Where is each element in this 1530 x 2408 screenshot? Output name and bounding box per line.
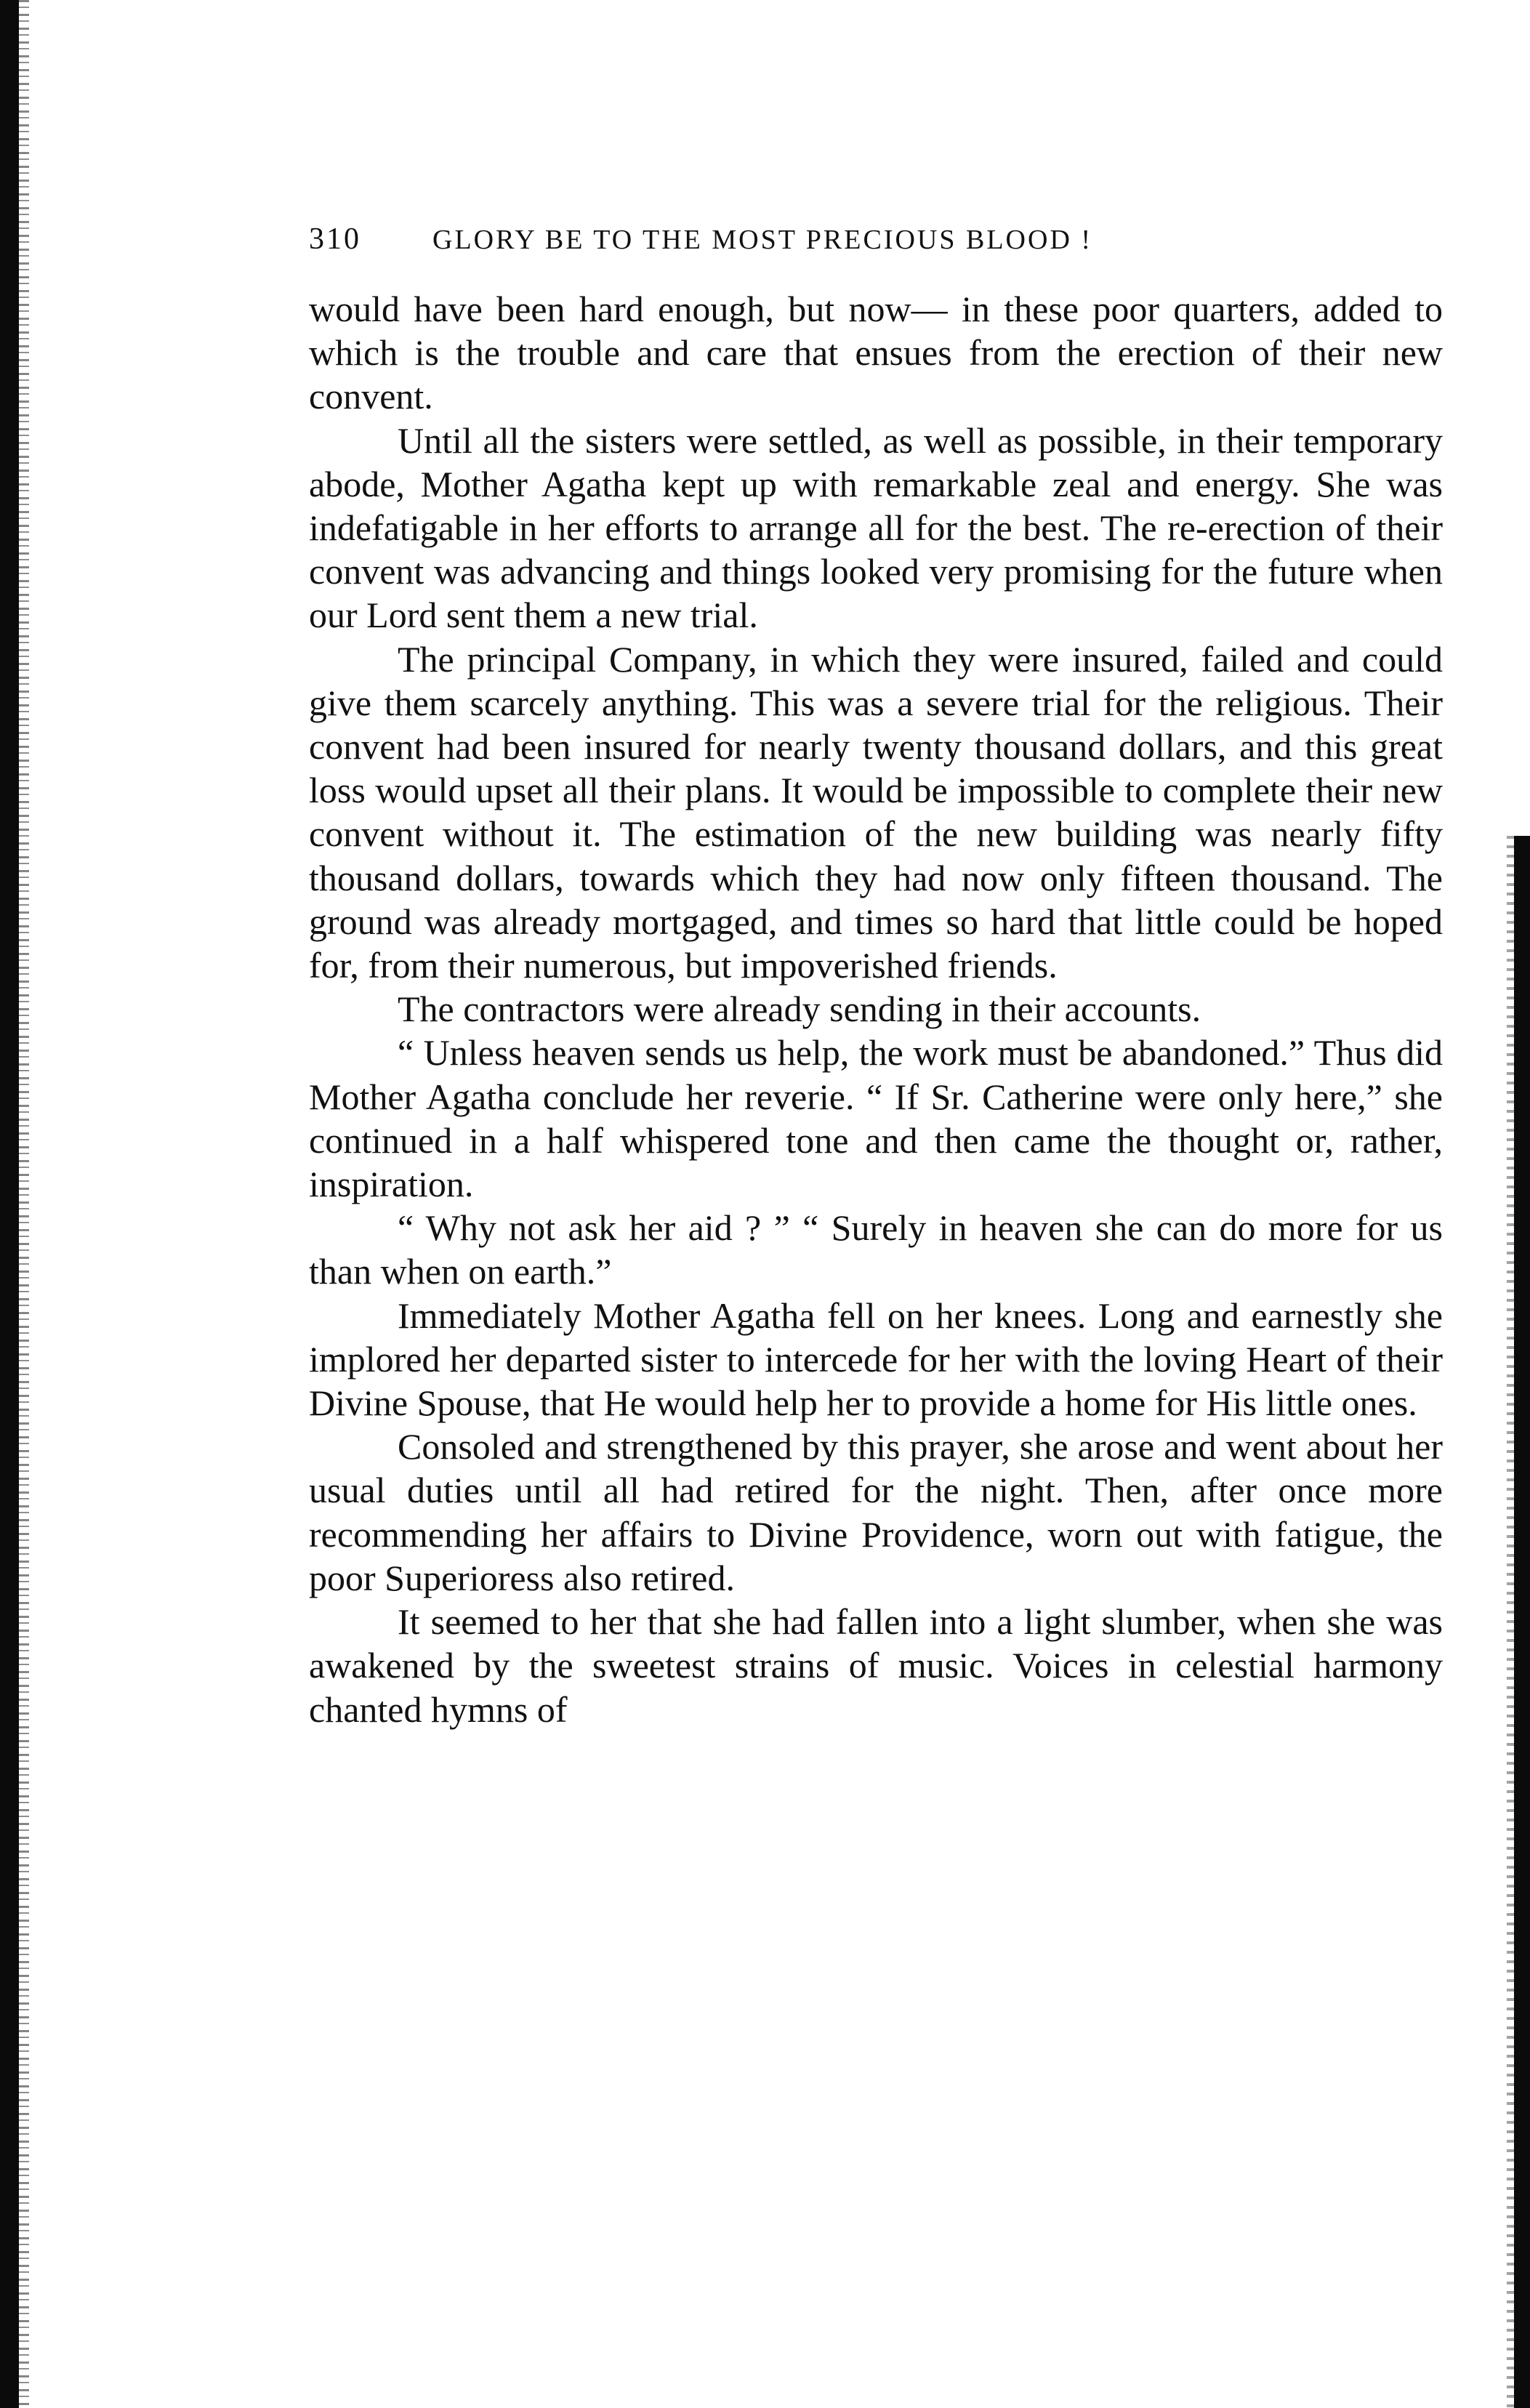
- paragraph: Immediately Mother Agatha fell on her knees. Long and earnestly she implored her departed sister to intercede for her with the loving Heart of their Divine Spouse, that He would help her to provide a home for His little ones.: [309, 1294, 1443, 1424]
- page-number: 310: [309, 222, 361, 256]
- paragraph: “ Why not ask her aid ? ” “ Surely in heaven she can do more for us than when on earth.”: [309, 1207, 1443, 1292]
- scan-left-edge-texture: [19, 0, 29, 2408]
- paragraph: “ Unless heaven sends us help, the work must be abandoned.” Thus did Mother Agatha conclude her reverie. “ If Sr. Catherine were only here,” she continued in a half whispered tone and then came the thought or, rather, inspiration.: [309, 1032, 1443, 1205]
- scan-right-edge: [1514, 836, 1530, 2408]
- paragraph: Until all the sisters were settled, as well as possible, in their temporary abode, Mother Agatha kept up with remarkable zeal and energy. She was indefatigable in her efforts to arrange all for the best. The re-erection of their convent was advancing and things looked very promising for the future when our Lord sent them a new trial.: [309, 419, 1443, 636]
- scan-right-edge-texture: [1507, 836, 1514, 2408]
- paragraph: The principal Company, in which they were insured, failed and could give them scarcely anything. This was a severe trial for the religious. Their convent had been insured for nearly twenty thousand dollars, and this great loss would upset all their plans. It would be impossible to complete their new convent without it. The estimation of the new building was nearly fifty thousand dollars, towards which they had now only fifteen thousand. The ground was already mortgaged, and times so hard that little could be hoped for, from their numerous, but impoverished friends.: [309, 638, 1443, 986]
- body-text: [309, 287, 1443, 1731]
- paragraph: It seemed to her that she had fallen into a light slumber, when she was awakened by the sweetest strains of music. Voices in celestial harmony chanted hymns of: [309, 1601, 1443, 1730]
- book-page: [309, 222, 1443, 1731]
- running-title: GLORY BE TO THE MOST PRECIOUS BLOOD !: [432, 225, 1093, 255]
- paragraph: Consoled and strengthened by this prayer, she arose and went about her usual duties until all had retired for the night. Then, after once more recommending her affairs to Divine Providence, worn out with fatigue, the poor Superioress also retired.: [309, 1426, 1443, 1598]
- paragraph: The contractors were already sending in their accounts.: [398, 988, 1201, 1030]
- paragraph: would have been hard enough, but now— in these poor quarters, added to which is the trouble and care that ensues from the erection of their new convent.: [309, 289, 1443, 417]
- scan-left-edge: [0, 0, 19, 2408]
- running-head: [309, 222, 1443, 259]
